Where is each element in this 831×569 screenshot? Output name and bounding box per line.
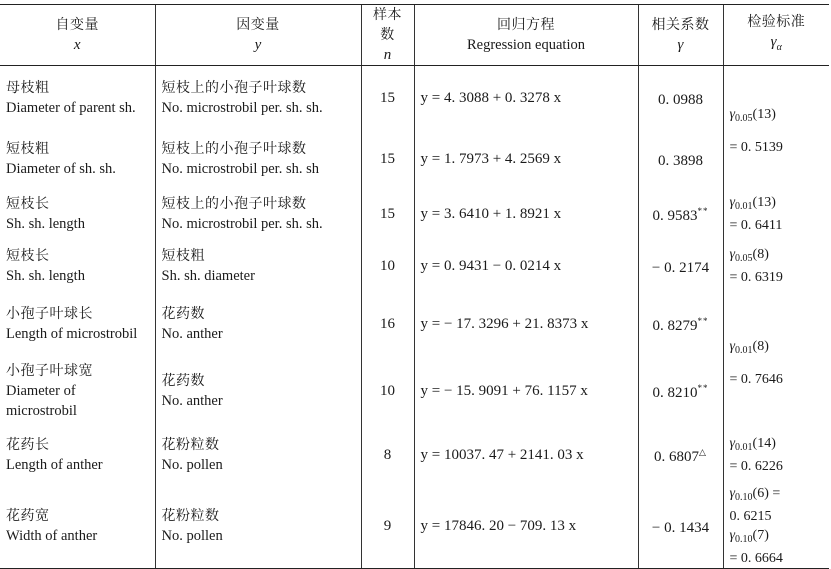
table-row xyxy=(0,240,829,292)
correlation-value: 0. 8210 xyxy=(652,385,698,401)
criterion-value: = 0. 6664 xyxy=(729,550,783,566)
variable-zh: 短枝粗 xyxy=(161,247,205,264)
header-label: 回归方程 xyxy=(497,17,555,33)
table-row xyxy=(0,292,829,356)
criterion-cell xyxy=(723,240,829,292)
dependent-variable-cell xyxy=(155,356,361,426)
sample-size-cell: 15 xyxy=(361,188,414,240)
variable-en: Length of anther xyxy=(6,456,103,473)
sample-size-cell: 10 xyxy=(361,356,414,426)
correlation-cell xyxy=(638,66,723,130)
correlation-value: − 0. 1434 xyxy=(651,520,710,536)
header-independent-variable xyxy=(0,5,155,66)
variable-zh: 短枝长 xyxy=(6,195,50,212)
variable-zh: 小孢子叶球长 xyxy=(6,305,93,322)
header-symbol: $\gamma_\alpha$ xyxy=(770,34,782,53)
header-label: 检验标准 xyxy=(747,14,806,30)
sample-size-cell: 15 xyxy=(361,66,414,130)
sample-size-cell: 8 xyxy=(361,426,414,484)
table-row xyxy=(0,426,829,484)
equation-cell: y = 1. 7973 + 4. 2569 x xyxy=(414,130,638,188)
variable-en: Length of microstrobil xyxy=(6,325,138,342)
correlation-cell xyxy=(638,130,723,188)
table-row xyxy=(0,130,829,188)
equation-cell: y = 17846. 20 − 709. 13 x xyxy=(414,484,638,569)
variable-zh: 短枝上的小孢子叶球数 xyxy=(161,140,307,157)
table-row xyxy=(0,66,829,130)
header-label: 相关系数 xyxy=(651,17,710,33)
variable-zh: 花粉粒数 xyxy=(161,507,220,524)
variable-en: Diameter of microstrobil xyxy=(6,382,77,419)
independent-variable-cell xyxy=(0,66,155,130)
variable-en: Sh. sh. length xyxy=(6,215,85,232)
table-row xyxy=(0,356,829,426)
header-label: 样本数 xyxy=(373,7,402,43)
variable-en: No. anther xyxy=(161,325,223,342)
independent-variable-cell xyxy=(0,240,155,292)
sample-size-cell: 15 xyxy=(361,130,414,188)
criterion-cell xyxy=(723,484,829,569)
variable-zh: 短枝长 xyxy=(6,247,50,264)
correlation-cell xyxy=(638,426,723,484)
variable-zh: 短枝粗 xyxy=(6,140,50,157)
header-symbol: y xyxy=(254,37,262,53)
equation-cell: y = − 15. 9091 + 76. 1157 x xyxy=(414,356,638,426)
sample-size-cell: 10 xyxy=(361,240,414,292)
criterion-cell xyxy=(723,66,829,188)
variable-zh: 花药数 xyxy=(161,305,205,322)
equation-cell: y = 0. 9431 − 0. 0214 x xyxy=(414,240,638,292)
variable-en: Sh. sh. diameter xyxy=(161,267,255,284)
criterion-value: = 0. 6411 xyxy=(729,217,783,233)
significance-mark: ** xyxy=(697,316,709,326)
independent-variable-cell xyxy=(0,484,155,569)
dependent-variable-cell xyxy=(155,426,361,484)
criterion-label: $\gamma_{0.10}(7)$ xyxy=(729,527,769,545)
criterion-label: $\gamma_{0.05}(8)$ xyxy=(729,246,769,264)
criterion-value: = 0. 5139 xyxy=(729,139,783,155)
variable-zh: 短枝上的小孢子叶球数 xyxy=(161,79,307,96)
dependent-variable-cell xyxy=(155,130,361,188)
independent-variable-cell xyxy=(0,356,155,426)
criterion-label: $\gamma_{0.05}(13)$ xyxy=(729,106,776,124)
regression-table xyxy=(0,4,829,569)
correlation-value: 0. 9583 xyxy=(652,208,698,224)
equation-cell: y = − 17. 3296 + 21. 8373 x xyxy=(414,292,638,356)
dependent-variable-cell xyxy=(155,240,361,292)
dependent-variable-cell xyxy=(155,66,361,130)
criterion-label: $\gamma_{0.01}(8)$ xyxy=(729,338,769,356)
table-row xyxy=(0,484,829,569)
criterion-value: 0. 6215 xyxy=(729,508,772,524)
sample-size-cell: 9 xyxy=(361,484,414,569)
correlation-cell xyxy=(638,240,723,292)
correlation-value: 0. 3898 xyxy=(658,153,703,169)
header-dependent-variable xyxy=(155,5,361,66)
variable-en: No. pollen xyxy=(161,456,223,473)
criterion-cell xyxy=(723,426,829,484)
header-sample-size xyxy=(361,5,414,66)
variable-en: No. anther xyxy=(161,392,223,409)
significance-mark: ** xyxy=(697,206,709,216)
header-label: 自变量 xyxy=(55,17,99,33)
header-regression-equation xyxy=(414,5,638,66)
dependent-variable-cell xyxy=(155,484,361,569)
variable-en: No. microstrobil per. sh. sh. xyxy=(161,215,323,232)
variable-en: Diameter of sh. sh. xyxy=(6,160,116,177)
header-symbol: x xyxy=(73,37,81,53)
correlation-value: 0. 6807 xyxy=(654,449,700,465)
significance-mark: ** xyxy=(697,383,709,393)
correlation-cell xyxy=(638,188,723,240)
criterion-value: = 0. 6226 xyxy=(729,458,783,474)
equation-cell: y = 4. 3088 + 0. 3278 x xyxy=(414,66,638,130)
independent-variable-cell xyxy=(0,130,155,188)
criterion-value: = 0. 6319 xyxy=(729,269,783,285)
equation-cell: y = 10037. 47 + 2141. 03 x xyxy=(414,426,638,484)
variable-zh: 母枝粗 xyxy=(6,79,50,96)
correlation-cell xyxy=(638,356,723,426)
header-test-criterion xyxy=(723,5,829,66)
correlation-value: 0. 0988 xyxy=(658,92,703,109)
dependent-variable-cell xyxy=(155,292,361,356)
criterion-label: $\gamma_{0.01}(14)$ xyxy=(729,435,776,453)
independent-variable-cell xyxy=(0,188,155,240)
variable-en: No. microstrobil per. sh. sh. xyxy=(161,99,323,116)
sample-size-cell: 16 xyxy=(361,292,414,356)
header-label: 因变量 xyxy=(236,17,280,33)
equation-cell: y = 3. 6410 + 1. 8921 x xyxy=(414,188,638,240)
variable-en: No. microstrobil per. sh. sh xyxy=(161,160,319,177)
dependent-variable-cell xyxy=(155,188,361,240)
variable-zh: 小孢子叶球宽 xyxy=(6,362,93,379)
header-correlation xyxy=(638,5,723,66)
variable-zh: 花药宽 xyxy=(6,507,50,524)
criterion-cell xyxy=(723,188,829,240)
independent-variable-cell xyxy=(0,426,155,484)
significance-mark: △ xyxy=(699,447,707,457)
variable-en: No. pollen xyxy=(161,527,223,544)
variable-zh: 花药长 xyxy=(6,436,50,453)
header-symbol: n xyxy=(383,47,392,63)
correlation-cell xyxy=(638,484,723,569)
header-row xyxy=(0,5,829,66)
criterion-value: = 0. 7646 xyxy=(729,371,783,387)
header-symbol: γ xyxy=(677,37,684,53)
criterion-label: $\gamma_{0.01}(13)$ xyxy=(729,194,776,212)
variable-en: Diameter of parent sh. xyxy=(6,99,136,116)
variable-zh: 花药数 xyxy=(161,372,205,389)
header-english: Regression equation xyxy=(467,37,585,53)
correlation-cell xyxy=(638,292,723,356)
correlation-value: − 0. 2174 xyxy=(651,260,710,276)
variable-zh: 花粉粒数 xyxy=(161,436,220,453)
variable-en: Width of anther xyxy=(6,527,98,544)
correlation-value: 0. 8279 xyxy=(652,318,698,334)
criterion-cell xyxy=(723,292,829,426)
independent-variable-cell xyxy=(0,292,155,356)
variable-en: Sh. sh. length xyxy=(6,267,85,284)
variable-zh: 短枝上的小孢子叶球数 xyxy=(161,195,307,212)
table-row xyxy=(0,188,829,240)
criterion-label: $\gamma_{0.10}(6)$ = xyxy=(729,485,781,503)
